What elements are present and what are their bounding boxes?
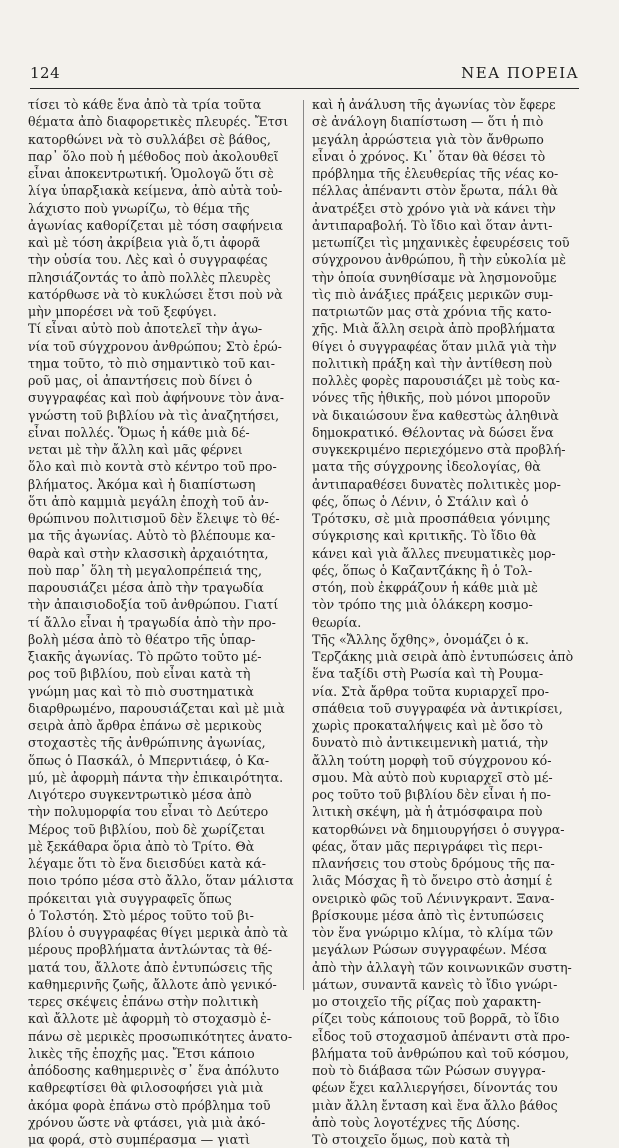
text-line: κατορθώνει νὰ δημιουργήσει ὁ συγγρα-: [312, 821, 565, 837]
text-line: ἀκόμα φορὰ ἐπάνω στὸ πρόβλημα τοῦ: [28, 1097, 271, 1113]
text-line: ἀνατρέξει στὸ χρόνο γιὰ νὰ κάνει τὴν: [312, 200, 556, 216]
text-line: μεγάλη ἀρρώστεια γιὰ τὸν ἄνθρωπο: [312, 131, 544, 147]
text-line: σμου. Μὰ αὐτὸ ποὺ κυριαρχεῖ στὸ μέ-: [312, 769, 553, 785]
text-line: τίσει τὸ κάθε ἕνα ἀπὸ τὰ τρία τοῦτα: [28, 97, 262, 112]
text-line: λίγα ὑπαρξιακὰ κείμενα, ἀπὸ αὐτὰ τοὐ-: [28, 183, 283, 199]
text-line: πρόκειται γιὰ συγγραφεῖς ὅπως: [28, 890, 232, 906]
text-line: εἶναι ἀποκεντρωτική. Ὁμολογῶ ὅτι σὲ: [28, 166, 274, 181]
text-line: καθημερινῆς ζωῆς, ἄλλοτε ἀπὸ γενικό-: [28, 976, 277, 992]
text-line: σὲ ἀνάλογη διαπίστωση — ὅτι ἡ πιὸ: [312, 114, 544, 130]
text-line: ποὺ τὸ διάβασα τῶν Ρώσων συγγρα-: [312, 1063, 546, 1078]
text-line: ποὺ παρ᾽ ὅλη τὴ μεγαλοπρέπειά της,: [28, 562, 262, 578]
text-line: τὴν ἀπαισιοδοξία τοῦ ἀνθρώπου. Γιατί: [28, 597, 279, 613]
right-column: [312, 96, 582, 1148]
text-line: κατορθώνει νὰ τὸ συλλάβει σὲ βάθος,: [28, 131, 271, 147]
text-line: φέας, ὅταν μᾶς περιγράφει τὶς περι-: [312, 838, 543, 854]
text-line: μο στοιχεῖο τῆς ρίζας ποὺ χαρακτη-: [312, 994, 542, 1009]
text-line: νία. Στὰ ἄρθρα τοῦτα κυριαρχεῖ προ-: [312, 683, 549, 699]
text-line: ματα τῆς σύγχρονης ἰδεολογίας, θὰ: [312, 459, 541, 475]
text-line: κάνει καὶ γιὰ ἄλλες πνευματικὲς μορ-: [312, 545, 556, 561]
text-line: μα φορά, στὸ συμπέρασμα — γιατὶ: [28, 1132, 251, 1147]
text-line: βρίσκουμε μέσα ἀπὸ τὶς ἐντυπώσεις: [312, 907, 544, 923]
text-line: καθρεφτίσει θὰ φιλοσοφήσει γιὰ μιὰ: [28, 1080, 264, 1096]
text-line: Λιγότερο συγκεντρωτικὸ μέσα ἀπὸ: [28, 787, 252, 802]
text-line: ματά του, ἄλλοτε ἀπὸ ἐντυπώσεις τῆς: [28, 959, 273, 975]
text-line: βλίου ὁ συγγραφέας θίγει μερικὰ ἀπὸ τὰ: [28, 925, 288, 940]
text-line: συγγραφέας καὶ ποὺ ἀφήνουνε τὸν ἀνα-: [28, 390, 285, 406]
text-line: χρόνου ὥστε νὰ φτάσει, γιὰ μιὰ ἀκό-: [28, 1114, 266, 1130]
text-line: τημα τοῦτο, τὸ πιὸ σημαντικὸ τοῦ και-: [28, 355, 275, 371]
text-line: τὸν τρόπο της μιὰ ὁλάκερη κοσμο-: [312, 597, 533, 613]
text-line: Τῆς «Ἄλλης ὄχθης», ὀνομάζει ὁ κ.: [312, 631, 529, 647]
text-line: φές, ὅπως ὁ Καζαντζάκης ἢ ὁ Τολ-: [312, 562, 533, 578]
text-line: παρ᾽ ὅλο ποὺ ἡ μέθοδος ποὺ ἀκολουθεῖ: [28, 148, 279, 164]
text-line: δημοκρατικό. Θέλοντας νὰ δώσει ἕνα: [312, 424, 554, 440]
text-line: ἀγωνίας καθορίζεται μὲ τόση σαφήνεια: [28, 217, 283, 233]
text-line: διαρθρωμένο, παρουσιάζεται καὶ μὲ μιὰ: [28, 700, 285, 716]
text-line: ρος τοῦτο τοῦ βιβλίου δὲν εἶναι ἡ πο-: [312, 787, 551, 802]
text-line: τὴν πολυμορφία του εἶναι τὸ Δεύτερο: [28, 804, 269, 820]
text-line: μέρους προβλήματα ἀντλώντας τὰ θέ-: [28, 942, 273, 958]
text-line: εἶδος τοῦ στοχασμοῦ ἀπέναντι στὰ προ-: [312, 1028, 570, 1044]
text-line: παρουσιάζει μέσα ἀπὸ τὴν τραγωδία: [28, 580, 264, 595]
text-line: νεται μὲ τὴν ἄλλη καὶ μᾶς φέρνει: [28, 442, 243, 457]
text-line: μύ, μὲ ἀφορμὴ πάντα τὴν ἐπικαιρότητα.: [28, 769, 284, 785]
text-line: πατριωτῶν μας στὰ χρόνια τῆς κατο-: [312, 304, 552, 319]
text-line: ρος τοῦ βιβλίου, ποὺ εἶναι κατὰ τὴ: [28, 666, 251, 682]
text-line: δυνατὸ πιὸ ἀντικειμενικὴ ματιά, τὴν: [312, 735, 549, 751]
text-line: ἀντιπαραβολή. Τὸ ἴδιο καὶ ὅταν ἀντι-: [312, 217, 553, 233]
text-line: καὶ ἡ ἀνάλυση τῆς ἀγωνίας τὸν ἔφερε: [312, 97, 556, 112]
text-line: μα τῆς ἀγωνίας. Αὐτὸ τὸ βλέπουμε κα-: [28, 528, 276, 544]
text-line: φές, ὅπως ὁ Λένιν, ὁ Στάλιν καὶ ὁ: [312, 493, 529, 509]
text-line: ονειρικὸ φῶς τοῦ Λένινγκραντ. Ξανα-: [312, 890, 555, 906]
text-line: μὴν μπορέσει νὰ τοῦ ξεφύγει.: [28, 304, 217, 319]
text-line: βολὴ μέσα ἀπὸ τὸ θέατρο τῆς ὑπαρ-: [28, 631, 256, 647]
text-line: συγκεκριμένο περιεχόμενο στὰ προβλή-: [312, 442, 566, 457]
text-line: τὴν ὁποία συνηθίσαμε νὰ λησμονοῦμε: [312, 269, 557, 285]
text-line: ὅλο καὶ πιὸ κοντὰ στὸ κέντρο τοῦ προ-: [28, 459, 277, 475]
text-line: τὴν οὐσία του. Λὲς καὶ ὁ συγγραφέας: [28, 252, 268, 268]
text-line: ἕνα ταξίδι στὴ Ρωσία καὶ τὴ Ρουμα-: [312, 666, 544, 682]
running-head: ΝΕΑ ΠΟΡΕΙΑ: [461, 64, 579, 82]
text-line: μὲ ξεκάθαρα ὅρια ἀπὸ τὸ Τρίτο. Θὰ: [28, 838, 255, 854]
text-line: ροῦ μας, οἱ ἀπαντήσεις ποὺ δίνει ὁ: [28, 373, 253, 388]
text-line: κατόρθωσε νὰ τὸ κυκλώσει ἔτσι ποὺ νὰ: [28, 286, 283, 302]
text-line: λάχιστο ποὺ γνωρίζω, τὸ θέμα τῆς: [28, 200, 250, 216]
text-line: τερες σκέψεις ἐπάνω στὴν πολιτικὴ: [28, 994, 259, 1009]
text-line: Τερζάκης μιὰ σειρὰ ἀπὸ ἐντυπώσεις ἀπὸ: [312, 649, 574, 664]
text-line: καὶ ἄλλοτε μὲ ἀφορμὴ τὸ στοχασμὸ ἐ-: [28, 1011, 272, 1027]
text-line: γνώστη τοῦ βιβλίου νὰ τὶς ἀναζητήσει,: [28, 407, 280, 423]
text-line: ἀντιπαραθέσει δυνατὲς πολιτικὲς μορ-: [312, 476, 561, 492]
text-line: γνώμη μας καὶ τὸ πιὸ συστηματικὰ: [28, 683, 254, 699]
text-line: σύγχρονου ἀνθρώπου, ἢ τὴν εὐκολία μὲ: [312, 252, 566, 268]
left-column: [28, 96, 296, 1148]
text-line: πάνω σὲ μερικὲς προσωπικότητες ἀνατο-: [28, 1028, 293, 1044]
text-line: μιὰν ἄλλη ἔνταση καὶ ἕνα ἄλλο βάθος: [312, 1097, 558, 1113]
text-line: στοχαστὲς τῆς ἀνθρώπινης ἀγωνίας,: [28, 735, 266, 751]
text-line: νία τοῦ σύγχρονου ἀνθρώπου; Στὸ ἐρώ-: [28, 338, 282, 354]
text-line: φέων ἔχει καλλιεργήσει, δίνοντάς του: [312, 1080, 558, 1096]
text-line: πλησιάζοντάς το ἀπὸ πολλὲς πλευρὲς: [28, 269, 271, 285]
column-divider: [303, 100, 304, 990]
text-line: πολλὲς φορὲς παρουσιάζει μὲ τοὺς κα-: [312, 373, 560, 388]
text-line: σύγκρισης καὶ κριτικῆς. Τὸ ἴδιο θὰ: [312, 528, 537, 544]
text-line: θεωρία.: [312, 614, 362, 630]
text-line: καὶ μὲ τόση ἀκρίβεια γιὰ ὅ,τι ἀφορᾶ: [28, 235, 261, 250]
text-line: θαρὰ καὶ στὴν κλασσικὴ ἀρχαιότητα,: [28, 545, 269, 561]
text-line: σειρὰ ἀπὸ ἄρθρα ἐπάνω σὲ μερικοὺς: [28, 718, 262, 733]
text-line: μεγάλων Ρώσων συγγραφέων. Μέσα: [312, 942, 547, 958]
text-line: ἀπὸ τοὺς λογοτέχνες τῆς Δύσης.: [312, 1114, 521, 1130]
text-line: θίγει ὁ συγγραφέας ὅταν μιλᾶ γιὰ τὴν: [312, 338, 557, 354]
text-line: εἶναι ὁ χρόνος. Κι᾽ ὅταν θὰ θέσει τὸ: [312, 148, 546, 164]
text-line: νόνες τῆς ἠθικῆς, ποὺ μόνοι μποροῦν: [312, 390, 551, 406]
text-line: ὁ Τολστόη. Στὸ μέρος τοῦτο τοῦ βι-: [28, 907, 254, 923]
page-number: 124: [30, 64, 61, 82]
text-line: Τρότσκυ, σὲ μιὰ προσπάθεια γόνιμης: [312, 511, 551, 526]
text-line: χωρὶς προκαταλήψεις καὶ μὲ ὅσο τὸ: [312, 718, 543, 733]
text-line: Τί εἶναι αὐτὸ ποὺ ἀποτελεῖ τὴν ἀγω-: [28, 321, 263, 337]
header-rule: [30, 88, 579, 89]
text-line: βλήματα τοῦ ἀνθρώπου καὶ τοῦ κόσμου,: [312, 1045, 570, 1061]
text-line: στόη, ποὺ ἐκφράζουν ἡ κάθε μιὰ μὲ: [312, 580, 538, 595]
text-line: μάτων, συναντᾶ κανεὶς τὸ ἴδιο γνώρι-: [312, 976, 558, 992]
text-line: τί ἄλλο εἶναι ἡ τραγωδία ἀπὸ τὴν προ-: [28, 614, 276, 630]
text-line: χῆς. Μιὰ ἄλλη σειρὰ ἀπὸ προβλήματα: [312, 321, 556, 337]
text-line: θέματα ἀπὸ διαφορετικὲς πλευρές. Ἔτσι: [28, 114, 289, 130]
text-line: Τὸ στοιχεῖο ὅμως, ποὺ κατὰ τὴ: [312, 1132, 510, 1147]
text-line: ἀπὸ τὴν ἀλλαγὴ τῶν κοινωνικῶν συστη-: [312, 959, 572, 975]
text-line: λιᾶς Μόσχας ἢ τὸ ὄνειρο στὸ ἀσημί ἑ: [312, 873, 553, 889]
text-line: ὅπως ὁ Πασκάλ, ὁ Μπερντιάεφ, ὁ Κα-: [28, 752, 270, 768]
text-line: θρώπινου πολιτισμοῦ δὲν ἔλειψε τὸ θέ-: [28, 511, 280, 526]
text-line: ποιο τρόπο μέσα στὸ ἄλλο, ὅταν μάλιστα: [28, 873, 294, 889]
text-line: πολιτικὴ πράξη καὶ τὴν ἀντίθεση ποὺ: [312, 355, 553, 371]
text-line: πλανήσεις του στοὺς δρόμους τῆς πα-: [312, 856, 555, 871]
text-line: σπάθεια τοῦ συγγραφέα νὰ ἀντικρίσει,: [312, 700, 563, 716]
text-line: τὸν ἕνα γνώριμο κλίμα, τὸ κλίμα τῶν: [312, 925, 554, 940]
text-line: μετωπίζει τὶς μηχανικὲς ἐφευρέσεις τοῦ: [312, 235, 570, 250]
text-line: ἀπόδοσης καθημερινὲς σ᾽ ἕνα ἀπόλυτο: [28, 1063, 280, 1078]
text-line: λιτικὴ σκέψη, μὰ ἡ ἀτμόσφαιρα ποὺ: [312, 804, 543, 820]
text-line: ὅτι ἀπὸ καμμιὰ μεγάλη ἐποχὴ τοῦ ἀν-: [28, 493, 269, 509]
page-header: [30, 62, 579, 84]
text-line: πέλλας ἀπέναντι στὸν ἔρωτα, πάλι θὰ: [312, 183, 558, 199]
text-line: Μέρος τοῦ βιβλίου, ποὺ δὲ χωρίζεται: [28, 821, 266, 837]
text-line: ἄλλη τούτη μορφὴ τοῦ σύγχρονου κό-: [312, 752, 552, 768]
text-line: εἶναι πολλές. Ὅμως ἡ κάθε μιὰ δέ-: [28, 424, 250, 440]
text-line: βλήματος. Ἀκόμα καὶ ἡ διαπίστωση: [28, 476, 256, 492]
text-line: νὰ δικαιώσουν ἕνα καθεστὼς ἀληθινὰ: [312, 407, 559, 423]
text-line: ξιακῆς ἀγωνίας. Τὸ πρῶτο τοῦτο μέ-: [28, 649, 262, 664]
text-line: λέγαμε ὅτι τὸ ἕνα διεισδύει κατὰ κά-: [28, 856, 266, 871]
text-line: τὶς πιὸ ἀνάξιες πράξεις μερικῶν συμ-: [312, 286, 554, 302]
text-line: πρόβλημα τῆς ἐλευθερίας τῆς νέας κο-: [312, 166, 559, 181]
text-line: ρίζει τοὺς κάποιους τοῦ βορρᾶ, τὸ ἴδιο: [312, 1011, 560, 1027]
text-line: λικὲς τῆς ἐποχῆς μας. Ἔτσι κάποιο: [28, 1045, 255, 1061]
